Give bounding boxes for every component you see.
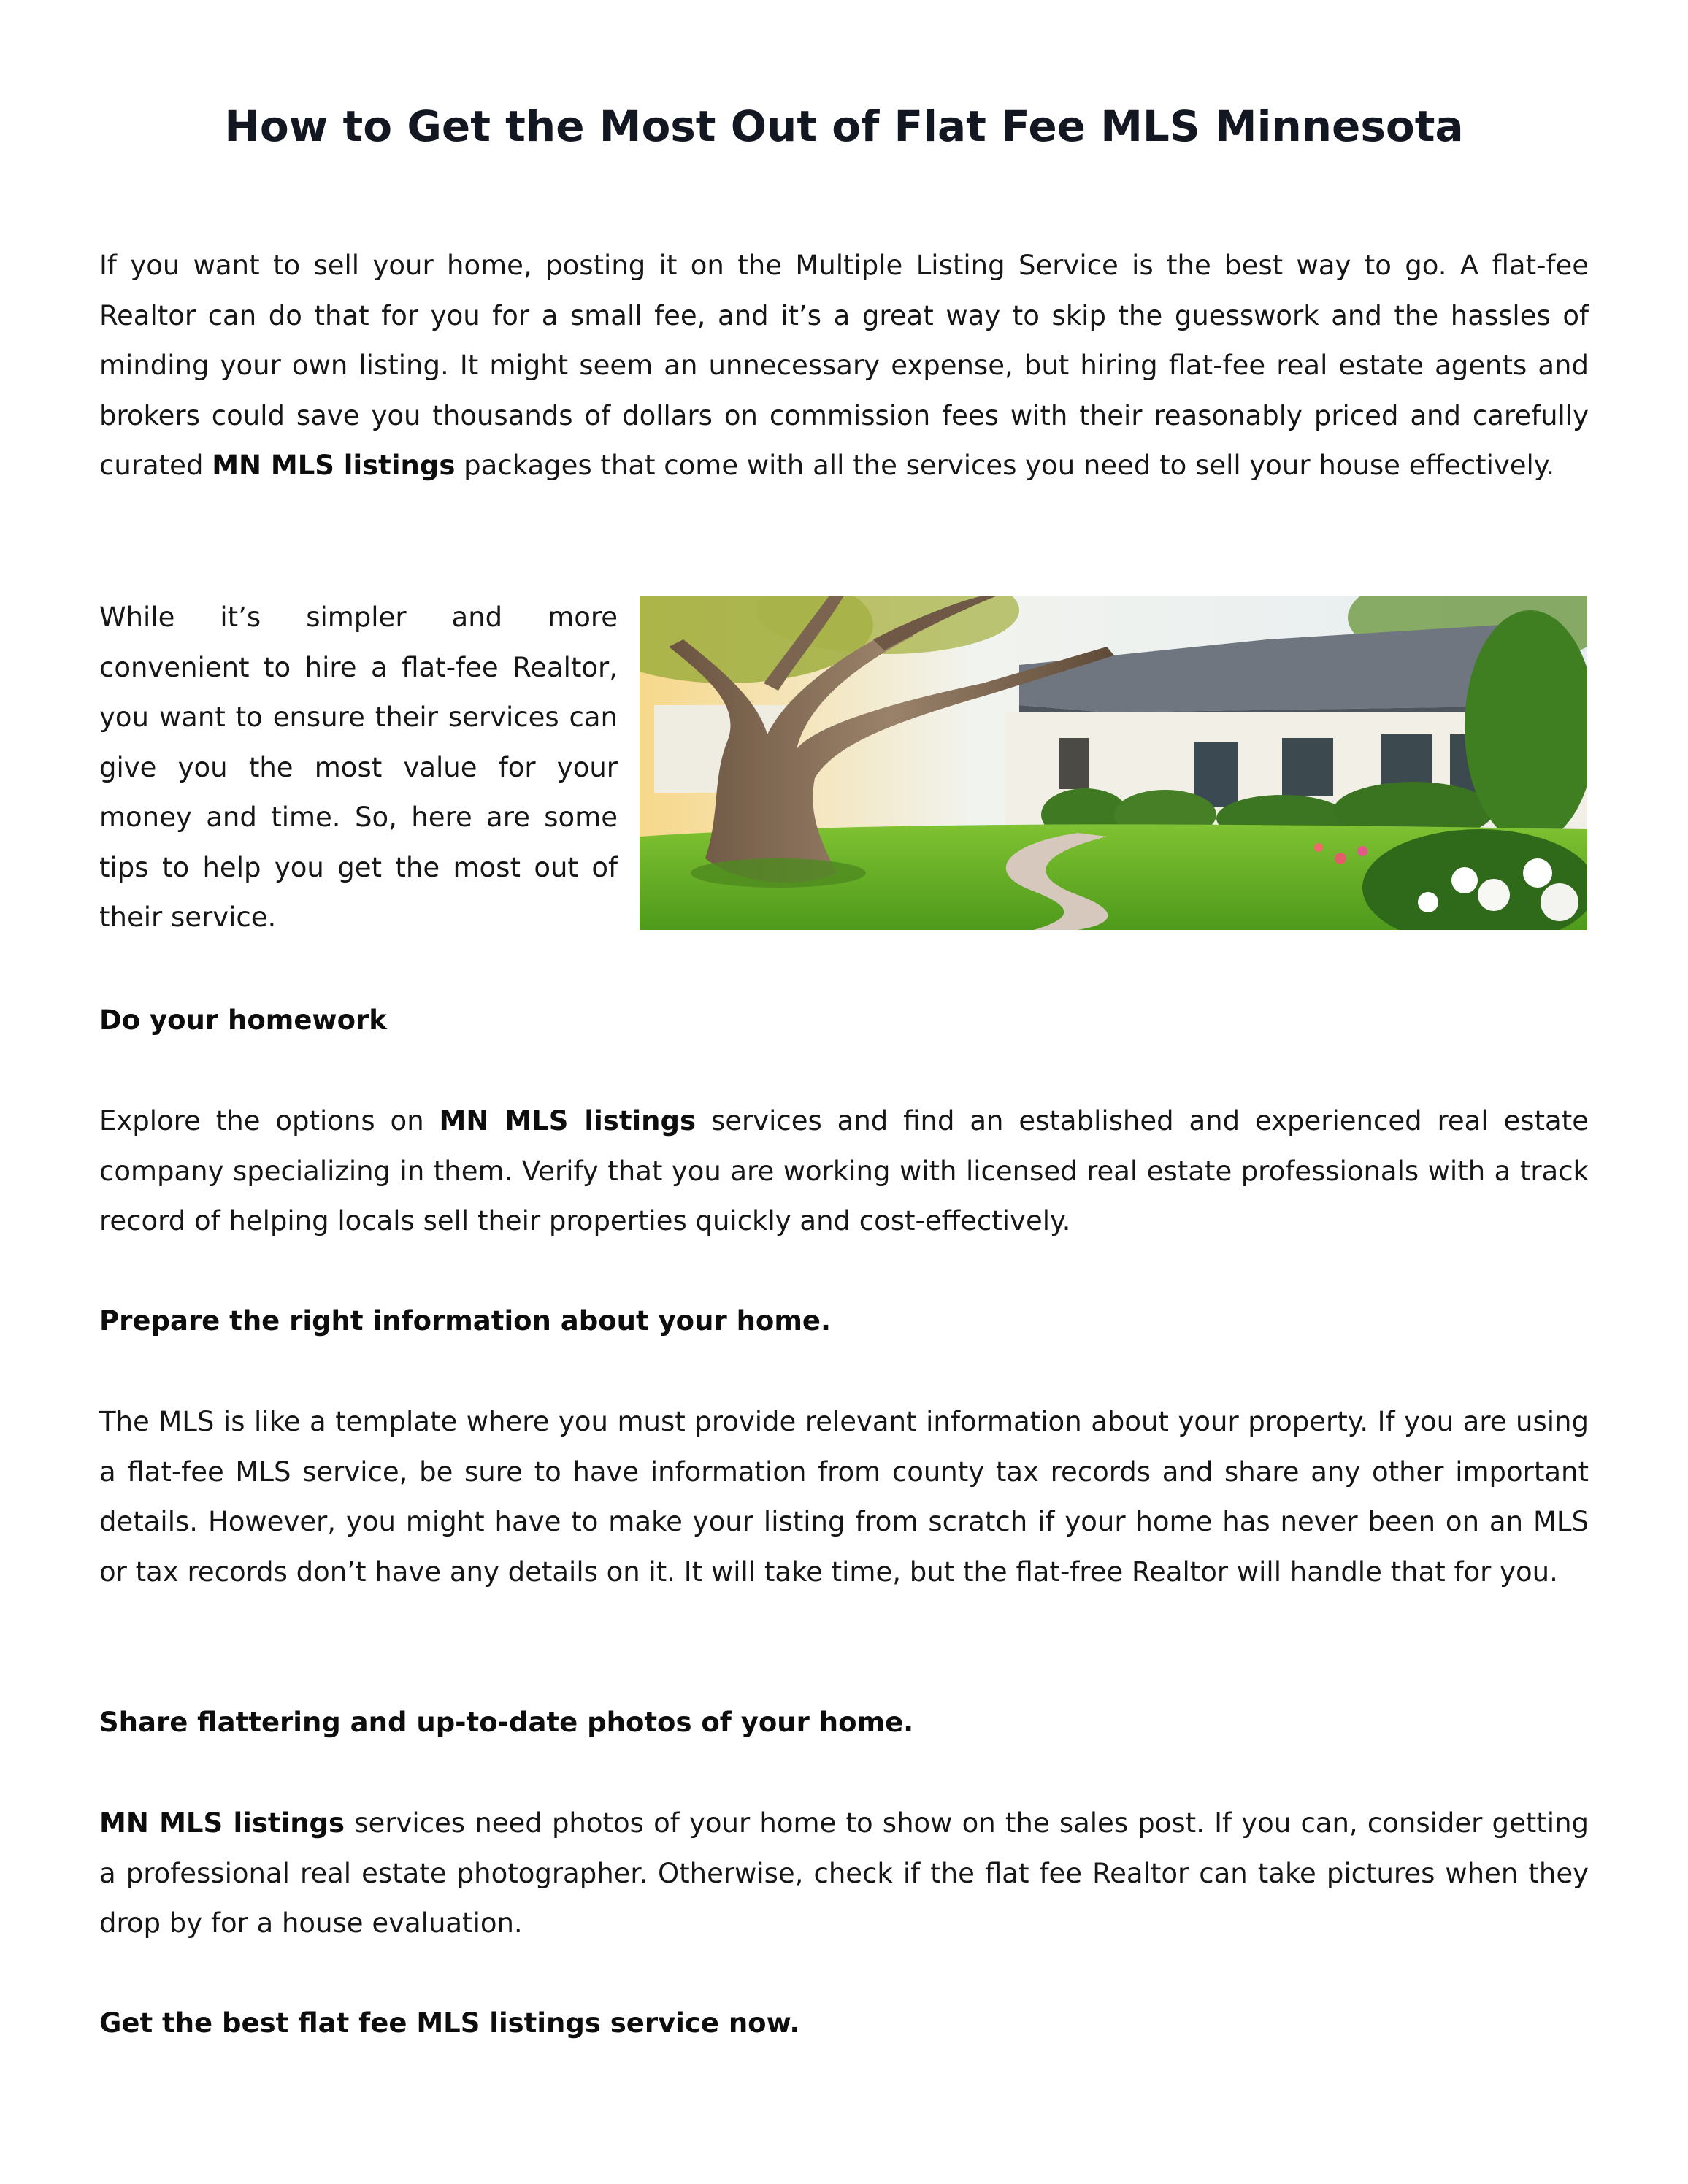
intro-text-after: packages that come with all the services you need to sell your house effectively. bbox=[455, 450, 1555, 481]
section-paragraph-homework bbox=[99, 1096, 1589, 1247]
section-paragraph-information bbox=[99, 1397, 1589, 1597]
wrap-paragraph: While it’s simpler and more convenient to hire a flat-fee Realtor, you want to ensure their services can give you the most value for your money and time. So, here are some tips to help you get the most out of their service. bbox=[99, 601, 618, 933]
intro-text-before: If you want to sell your home, posting it on the Multiple Listing Service is the best way to go. A flat-fee Realtor can do that for you for a small fee, and it’s a great way to skip the guesswork and the hassles of minding your own listing. It might seem an unnecessary expense, but hiring flat-fee real estate agents and brokers could save you thousands of dollars on commission fees with their reasonably priced and carefully curated bbox=[99, 250, 1589, 481]
section-text-before: Explore the options on bbox=[99, 1105, 440, 1137]
closing-heading: Get the best flat fee MLS listings service now. bbox=[99, 2007, 800, 2039]
house-with-tree-photo bbox=[640, 596, 1587, 930]
section-heading-information: Prepare the right information about your home. bbox=[99, 1305, 832, 1337]
section-text-before: The MLS is like a template where you must provide relevant information about your property. If you are using a flat-fee MLS service, be sure to have information from county tax records and share any other important details. However, you might have to make your listing from scratch if your home has never been on an MLS or tax records don’t have any details on it. It will take time, but the flat-free Realtor will handle that for you. bbox=[99, 1406, 1589, 1588]
page-title: How to Get the Most Out of Flat Fee MLS Minnesota bbox=[224, 101, 1464, 151]
section-text-after: services need photos of your home to show on the sales post. If you can, consider getting a professional real estate photographer. Otherwise, check if the flat fee Realtor can take pictures when they drop by for a house evaluation. bbox=[99, 1807, 1589, 1939]
section-keyword: MN MLS listings bbox=[439, 1105, 697, 1137]
section-heading-photos: Share flattering and up-to-date photos of your home. bbox=[99, 1707, 914, 1738]
section-keyword: MN MLS listings bbox=[99, 1807, 345, 1839]
intro-keyword: MN MLS listings bbox=[212, 450, 456, 481]
section-heading-homework: Do your homework bbox=[99, 1004, 387, 1036]
section-paragraph-photos bbox=[99, 1799, 1589, 1949]
intro-paragraph bbox=[99, 241, 1589, 491]
section-text-after: services and find an established and experienced real estate company specializing in them. Verify that you are working with licensed real estate professionals with a track record of helping locals sell their properties quickly and cost-effectively. bbox=[99, 1105, 1589, 1237]
